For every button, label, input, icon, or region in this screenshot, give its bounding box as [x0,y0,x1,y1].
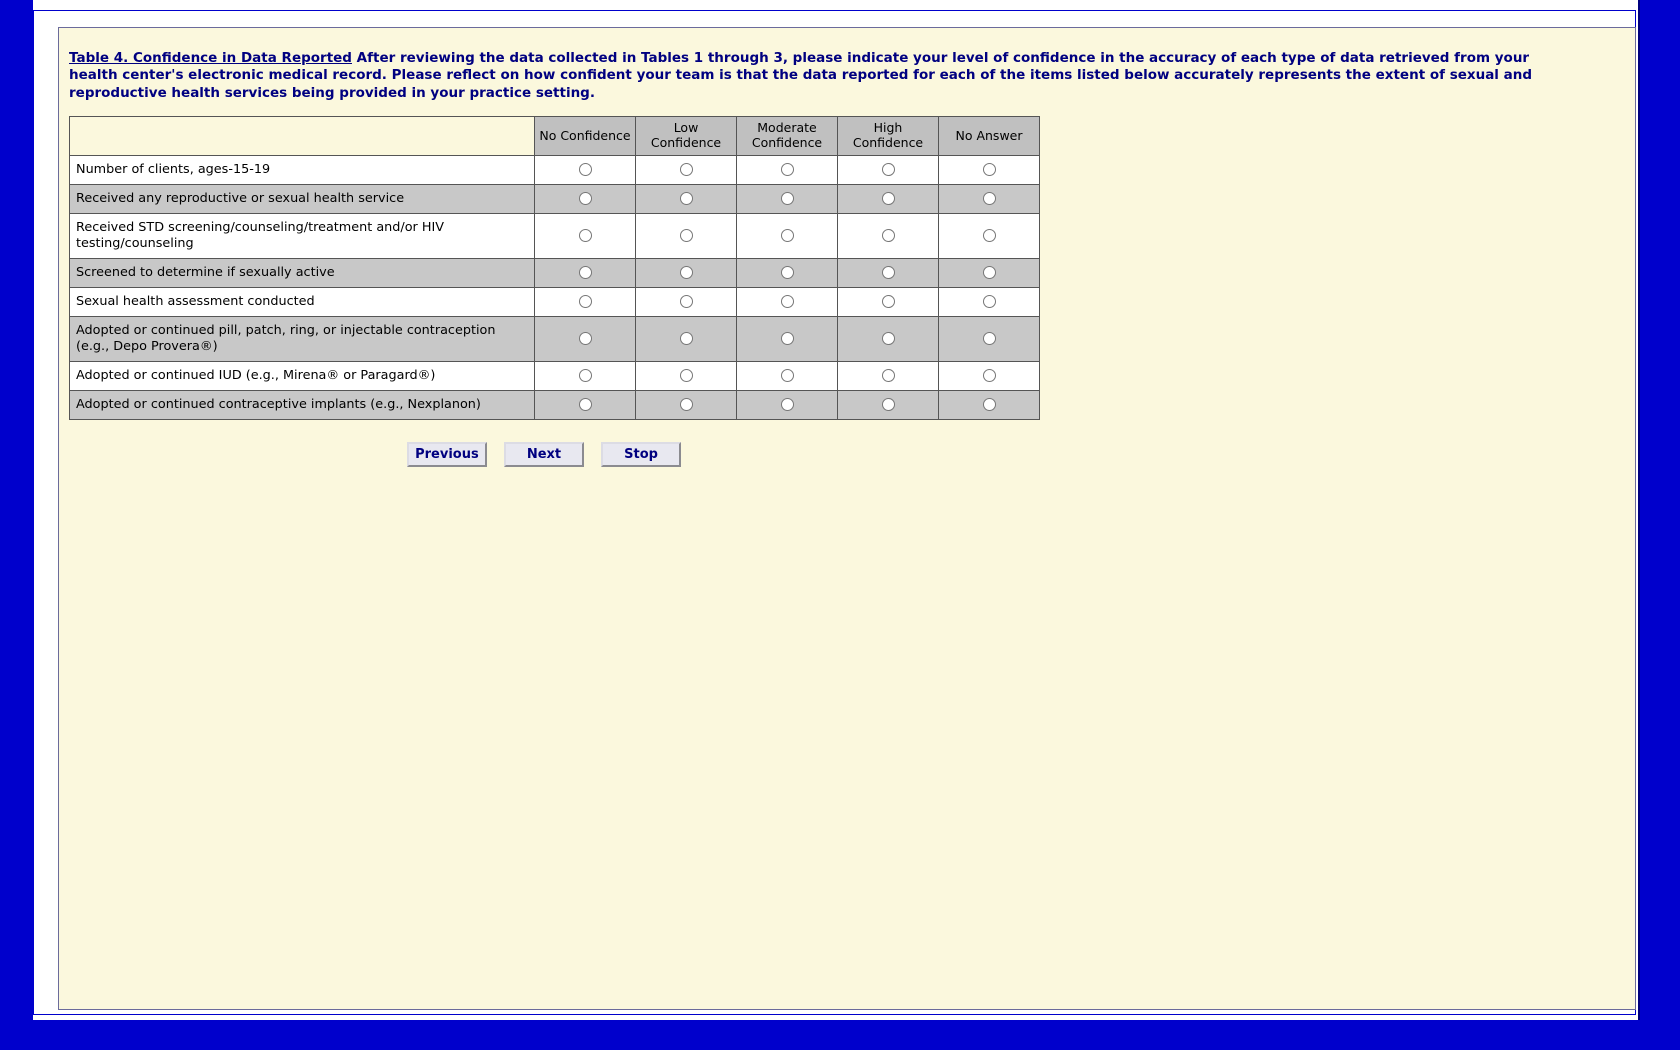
radio-button-icon[interactable] [680,229,693,242]
radio-button-icon[interactable] [882,398,895,411]
radio-cell-high-confidence[interactable] [838,258,939,287]
radio-cell-low-confidence[interactable] [636,361,737,390]
radio-button-icon[interactable] [983,398,996,411]
radio-cell-no-answer[interactable] [939,390,1040,419]
question-label: Number of clients, ages-15-19 [70,155,535,184]
radio-button-icon[interactable] [882,266,895,279]
row-label-header [70,116,535,155]
radio-button-icon[interactable] [680,398,693,411]
radio-cell-no-confidence[interactable] [535,258,636,287]
radio-cell-no-confidence[interactable] [535,213,636,258]
question-label: Adopted or continued IUD (e.g., Mirena® or Paragard®) [70,361,535,390]
column-header-low-confidence: Low Confidence [636,116,737,155]
radio-cell-moderate-confidence[interactable] [737,287,838,316]
radio-cell-no-confidence[interactable] [535,155,636,184]
table-row [70,155,1040,184]
column-header-moderate-confidence: Moderate Confidence [737,116,838,155]
radio-button-icon[interactable] [579,229,592,242]
column-header-no-answer: No Answer [939,116,1040,155]
column-header-no-confidence: No Confidence [535,116,636,155]
table-body [70,155,1040,419]
table-row [70,361,1040,390]
radio-cell-moderate-confidence[interactable] [737,316,838,361]
radio-button-icon[interactable] [579,332,592,345]
question-label: Received any reproductive or sexual health service [70,184,535,213]
table-row [70,316,1040,361]
radio-button-icon[interactable] [680,332,693,345]
radio-cell-moderate-confidence[interactable] [737,155,838,184]
question-label: Screened to determine if sexually active [70,258,535,287]
confidence-table [69,116,1040,420]
radio-cell-no-confidence[interactable] [535,390,636,419]
left-background-rail [0,0,33,1050]
radio-button-icon[interactable] [579,369,592,382]
radio-button-icon[interactable] [781,163,794,176]
radio-cell-low-confidence[interactable] [636,390,737,419]
radio-cell-no-confidence[interactable] [535,316,636,361]
next-button[interactable]: Next [504,442,584,467]
radio-button-icon[interactable] [882,192,895,205]
radio-button-icon[interactable] [781,332,794,345]
table-title: Table 4. Confidence in Data Reported [69,50,352,66]
question-label: Adopted or continued contraceptive implants (e.g., Nexplanon) [70,390,535,419]
previous-button[interactable]: Previous [407,442,487,467]
radio-cell-no-answer[interactable] [939,213,1040,258]
radio-button-icon[interactable] [579,266,592,279]
survey-panel [58,27,1636,1010]
radio-button-icon[interactable] [983,295,996,308]
radio-cell-moderate-confidence[interactable] [737,361,838,390]
survey-intro [69,50,1569,102]
table-row [70,258,1040,287]
radio-cell-high-confidence[interactable] [838,184,939,213]
radio-button-icon[interactable] [579,163,592,176]
radio-button-icon[interactable] [882,163,895,176]
radio-button-icon[interactable] [882,369,895,382]
table-row [70,213,1040,258]
radio-button-icon[interactable] [781,266,794,279]
table-row [70,390,1040,419]
intro-paragraph: After reviewing the data collected in Tables 1 through 3, please indicate your level of confidence in the accuracy of each type of data retrieved from your health center's electronic medical record. Please reflect on how confident your team is that the data reported for each of the items listed below accurately represents the extent of sexual and reproductive health services being provided in your practice setting. [69,50,1533,101]
radio-cell-moderate-confidence[interactable] [737,184,838,213]
radio-cell-high-confidence[interactable] [838,213,939,258]
radio-button-icon[interactable] [680,266,693,279]
stop-button[interactable]: Stop [601,442,681,467]
radio-cell-no-confidence[interactable] [535,361,636,390]
question-label: Adopted or continued pill, patch, ring, or injectable contraception (e.g., Depo Provera®) [70,316,535,361]
radio-button-icon[interactable] [983,229,996,242]
table-header-row [70,116,1040,155]
radio-button-icon[interactable] [983,369,996,382]
question-label: Sexual health assessment conducted [70,287,535,316]
radio-button-icon[interactable] [680,192,693,205]
radio-button-icon[interactable] [781,369,794,382]
table-row [70,287,1040,316]
radio-button-icon[interactable] [680,295,693,308]
radio-cell-moderate-confidence[interactable] [737,258,838,287]
radio-button-icon[interactable] [882,332,895,345]
radio-cell-low-confidence[interactable] [636,258,737,287]
radio-cell-no-confidence[interactable] [535,287,636,316]
page-bottom-edge [33,1015,1638,1020]
column-header-high-confidence: High Confidence [838,116,939,155]
radio-button-icon[interactable] [882,229,895,242]
radio-cell-low-confidence[interactable] [636,184,737,213]
radio-cell-no-answer[interactable] [939,316,1040,361]
radio-button-icon[interactable] [680,369,693,382]
radio-cell-no-answer[interactable] [939,287,1040,316]
radio-button-icon[interactable] [983,266,996,279]
radio-button-icon[interactable] [579,192,592,205]
radio-button-icon[interactable] [579,398,592,411]
radio-cell-moderate-confidence[interactable] [737,390,838,419]
radio-cell-high-confidence[interactable] [838,155,939,184]
question-label: Received STD screening/counseling/treatment and/or HIV testing/counseling [70,213,535,258]
radio-button-icon[interactable] [579,295,592,308]
radio-cell-high-confidence[interactable] [838,287,939,316]
radio-cell-no-answer[interactable] [939,184,1040,213]
radio-cell-no-answer[interactable] [939,258,1040,287]
radio-button-icon[interactable] [781,398,794,411]
radio-cell-low-confidence[interactable] [636,213,737,258]
taskbar [0,1032,1680,1050]
radio-cell-moderate-confidence[interactable] [737,213,838,258]
radio-cell-no-answer[interactable] [939,155,1040,184]
radio-cell-low-confidence[interactable] [636,155,737,184]
radio-button-icon[interactable] [781,192,794,205]
radio-cell-low-confidence[interactable] [636,287,737,316]
navigation-buttons [69,442,1019,467]
radio-cell-no-answer[interactable] [939,361,1040,390]
radio-button-icon[interactable] [882,295,895,308]
radio-cell-high-confidence[interactable] [838,316,939,361]
radio-cell-high-confidence[interactable] [838,390,939,419]
radio-button-icon[interactable] [680,163,693,176]
radio-cell-low-confidence[interactable] [636,316,737,361]
radio-cell-high-confidence[interactable] [838,361,939,390]
radio-button-icon[interactable] [983,192,996,205]
radio-cell-no-confidence[interactable] [535,184,636,213]
radio-button-icon[interactable] [781,229,794,242]
radio-button-icon[interactable] [983,163,996,176]
table-row [70,184,1040,213]
radio-button-icon[interactable] [781,295,794,308]
radio-button-icon[interactable] [983,332,996,345]
